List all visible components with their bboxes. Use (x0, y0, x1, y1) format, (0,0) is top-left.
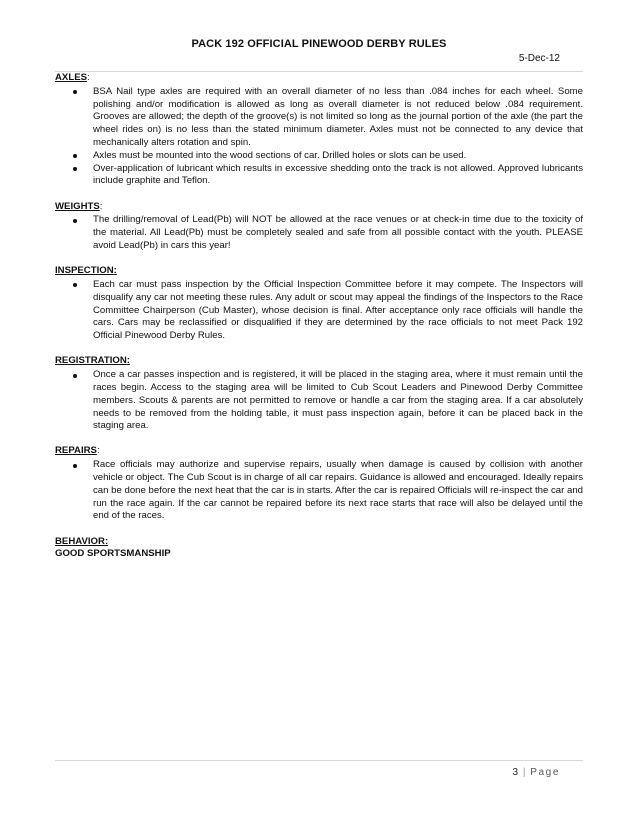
page-footer (513, 767, 561, 778)
footer-rule (55, 760, 583, 761)
section-heading: BEHAVIOR: (55, 535, 109, 547)
section-axles (55, 72, 583, 188)
section-heading: REPAIRS: (55, 445, 100, 457)
list-item: Once a car passes inspection and is registered, it will be placed in the staging area, where it must remain until the races begin. Access to the staging area will be limited to Cub Scout Leaders and Pinewood Derby Committee members. Scouts & parents are not permitted to remove or handle a car from the staging area. If a car absolutely needs to be removed from the holding table, it must pass inspection again, before it can be placed back in the staging area. (55, 369, 583, 433)
section-registration (55, 355, 583, 433)
section-subheading: GOOD SPORTSMANSHIP (55, 548, 171, 560)
document-date: 5-Dec-12 (518, 53, 560, 64)
page-number: 3 (512, 767, 519, 778)
section-inspection (55, 265, 583, 343)
bullet-list (55, 459, 583, 523)
section-heading: WEIGHTS: (55, 200, 103, 212)
page-label: Page (530, 767, 560, 778)
bullet-icon (73, 464, 77, 468)
rules-body (55, 72, 583, 561)
section-heading: INSPECTION: (55, 265, 117, 277)
document-title: PACK 192 OFFICIAL PINEWOOD DERBY RULES (191, 38, 447, 50)
list-item: BSA Nail type axles are required with an overall diameter of no less than .084 inches for each wheel. Some polishing and/or modification is allowed as long as overall diameter is not reduced below .084 requirement. Grooves are allowed; the depth of the groove(s) is not limited so long as the journal portion of the axle (the part the wheel rides on) is no less than the stated minimum diameter. Axles must not be connected to any device that mechanically alters rotation and spin. (55, 86, 583, 150)
section-heading: AXLES: (55, 72, 90, 83)
section-weights (55, 201, 583, 253)
list-item: Race officials may authorize and supervise repairs, usually when damage is caused by collision with another vehicle or object. The Cub Scout is in charge of all car repairs. Guidance is allowed and encouraged. Ideally repairs can be done before the next heat that the car is in starts. After the car is repaired Officials will re-inspect the car and run the race again. If the car cannot be repaired before its next race starts that race will also be delayed until the end of the races. (55, 459, 583, 523)
section-repairs (55, 445, 583, 523)
list-item: Each car must pass inspection by the Official Inspection Committee before it may compete. The Inspectors will disqualify any car not meeting these rules. Any adult or scout may appeal the findings of the Inspectors to the Race Committee Chairperson (Cub Master), whose decision is final. After acceptance only race officials will handle the cars. Cars may be reclassified or disqualified if they are determined by the race officials to not meet Pack 192 Official Pinewood Derby Rules. (55, 279, 583, 343)
bullet-icon (73, 374, 77, 378)
bullet-list (55, 279, 583, 343)
bullet-list (55, 214, 583, 252)
bullet-list (55, 369, 583, 433)
list-item: Over-application of lubricant which results in excessive shedding onto the track is not allowed. Approved lubricants include graphite and Teflon. (55, 163, 583, 189)
bullet-icon (73, 90, 77, 94)
bullet-icon (73, 219, 77, 223)
section-heading: REGISTRATION: (55, 355, 130, 367)
list-item: Axles must be mounted into the wood sections of car. Drilled holes or slots can be used. (55, 150, 583, 163)
list-item: The drilling/removal of Lead(Pb) will NOT be allowed at the race venues or at check-in time due to the toxicity of the material. All Lead(Pb) must be completely sealed and safe from all possible contact with the youth. PLEASE avoid Lead(Pb) in cars this year! (55, 214, 583, 252)
section-behavior (55, 536, 583, 562)
bullet-icon (73, 283, 77, 287)
bullet-icon (73, 167, 77, 171)
bullet-icon (73, 154, 77, 158)
footer-separator: | (522, 767, 526, 778)
bullet-list (55, 86, 583, 188)
